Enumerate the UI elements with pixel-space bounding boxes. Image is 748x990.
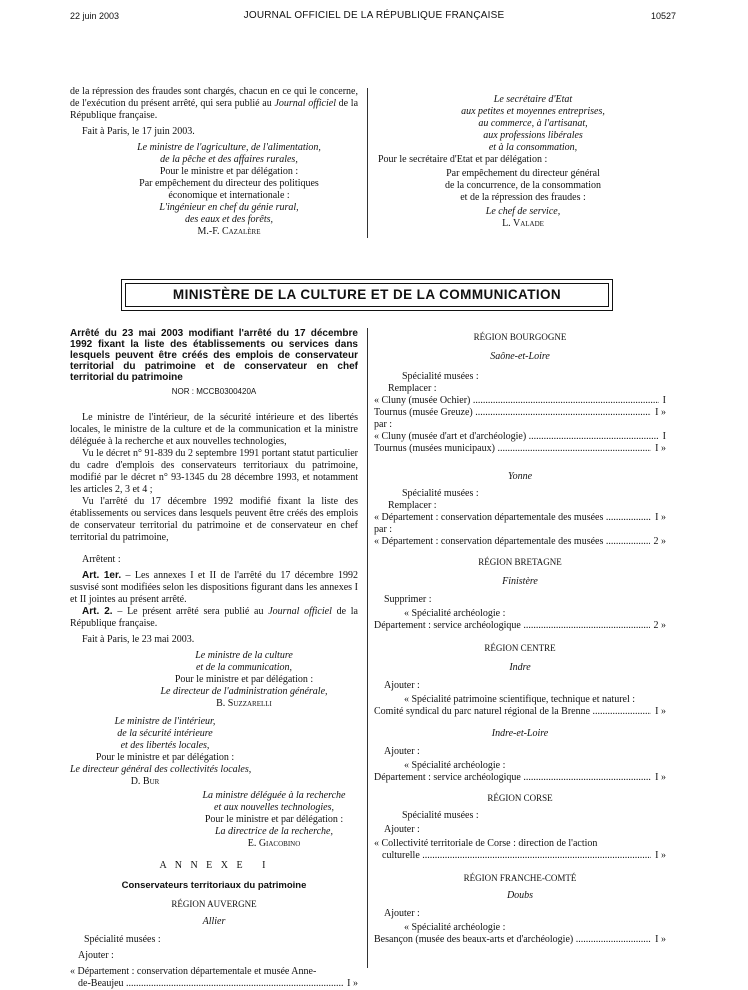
entry-line: « Cluny (musée d'art et d'archéologie) ..... I <box>374 431 666 443</box>
article-1: Art. 1er. – Les annexes I et II de l'arrêté du 17 décembre 1992 susvisé sont modifiées selon les dispositions figurant dans les annexes I et II jointes au présent arrêté. <box>70 570 358 605</box>
par: par : <box>374 419 393 430</box>
header-date: 22 juin 2003 <box>70 11 120 21</box>
region-heading: RÉGION BRETAGNE <box>478 557 562 567</box>
vu-arrete: Vu l'arrêté du 17 décembre 1992 modifié fixant la liste des établissements ou services dans lesquels peuvent être créés des emplois de conservateur territorial du patrimoine et de conservateur en chef territorial du patrimoine, <box>70 496 358 543</box>
signature-line: et aux nouvelles technologies, <box>214 802 334 813</box>
ajouter: Ajouter : <box>384 680 420 691</box>
arretent: Arrêtent : <box>82 554 121 565</box>
signature-line: Le secrétaire d'Etat <box>493 94 573 105</box>
ajouter: Ajouter : <box>384 908 420 919</box>
empechement-line: de la concurrence, de la consommation <box>444 180 602 191</box>
entry-line: culturelle ..... I » <box>374 850 666 862</box>
empechement-line: et de la répression des fraudes : <box>460 192 586 203</box>
directeur-line: Le directeur général des collectivités locales, <box>70 764 252 775</box>
department-heading: Allier <box>202 916 226 927</box>
entry-line: de-Beaujeu ..... I » <box>70 978 358 990</box>
speciality: Spécialité musées : <box>402 810 479 821</box>
par: par : <box>374 524 393 535</box>
fait-a-paris: Fait à Paris, le 23 mai 2003. <box>82 634 195 645</box>
signature-block <box>70 142 358 226</box>
nor-reference: NOR : MCCB0300420A <box>171 387 257 396</box>
entry-group <box>374 431 666 455</box>
signature-line: des eaux et des forêts, <box>184 214 274 225</box>
closing-paragraph: de la répression des fraudes sont chargés, chacun en ce qui le concerne, de l'exécution du présent arrêté, qui sera publié au Journal officiel de la République française. <box>70 86 359 121</box>
department-heading: Doubs <box>506 890 534 901</box>
pour-line: Pour le ministre et par délégation : <box>95 752 235 763</box>
annexe-right-column <box>374 331 666 946</box>
entry-line: « Département : conservation départementale des musées ..... 2 » <box>374 536 666 548</box>
signature-block <box>378 94 668 154</box>
signature-line: aux petites et moyennes entreprises, <box>461 106 605 117</box>
vu-decret: Vu le décret n° 91-839 du 2 septembre 1991 portant statut particulier du cadre d'emplois des conservateurs territoriaux du patrimoine, modifié par le décret n° 93-1345 du 28 décembre 1993, et notamment les articles 2, 3 et 4 ; <box>70 448 358 495</box>
header-title: JOURNAL OFFICIEL DE LA RÉPUBLIQUE FRANÇAISE <box>243 10 505 21</box>
signature-line: Pour le ministre et par délégation : <box>159 166 299 177</box>
region-heading: RÉGION BOURGOGNE <box>473 332 567 342</box>
region-heading: RÉGION AUVERGNE <box>171 899 257 909</box>
signature-line: économique et internationale : <box>168 190 290 201</box>
signatory-name: D. Bur <box>130 776 160 787</box>
chef-line: Le chef de service, <box>485 206 561 217</box>
signature-line: et de la communication, <box>195 662 293 673</box>
entry-group <box>374 395 666 419</box>
entry-line: Département : service archéologique ..... 2 » <box>374 620 666 632</box>
fait-a-paris: Fait à Paris, le 17 juin 2003. <box>82 126 195 137</box>
speciality: « Spécialité archéologie : <box>404 760 506 771</box>
preamble: Le ministre de l'intérieur, de la sécurité intérieure et des libertés locales, le ministre de la culture et de la communication et la ministre déléguée à la recherche et aux nouvelles technologies, <box>70 412 358 447</box>
signatory-name: E. Giacobino <box>247 838 301 849</box>
signature-line: La directrice de la recherche, <box>214 826 333 837</box>
remplacer: Remplacer : <box>388 383 437 394</box>
column-divider <box>367 328 368 968</box>
entry-line: « Département : conservation départementale et musée Anne- <box>70 966 317 977</box>
annexe-subtitle: Conservateurs territoriaux du patrimoine <box>121 880 307 891</box>
signature-line: et des libertés locales, <box>120 740 210 751</box>
speciality: Spécialité musées : <box>84 934 161 945</box>
speciality: Spécialité musées : <box>402 488 479 499</box>
department-heading: Indre-et-Loire <box>491 728 549 739</box>
article-2: Art. 2. – Le présent arrêté sera publié au Journal officiel de la République française. <box>70 606 358 629</box>
signature-line: et à la consommation, <box>488 142 578 153</box>
entry-line: « Collectivité territoriale de Corse : direction de l'action <box>374 838 598 849</box>
signature-line: Le ministre de l'agriculture, de l'alimentation, <box>137 142 321 153</box>
pour-line: Pour le secrétaire d'Etat et par délégation : <box>378 154 548 165</box>
entry-line: Tournus (musée Greuze) ..... I » <box>374 407 666 419</box>
ajouter: Ajouter : <box>384 824 420 835</box>
signatory-name: M.-F. Cazalère <box>197 226 261 237</box>
department-heading: Indre <box>509 662 531 673</box>
signature-line: de la pêche et des affaires rurales, <box>160 154 298 165</box>
entry-line: Département : service archéologique ..... I » <box>374 772 666 784</box>
signatory-name: B. Suzzarelli <box>216 698 272 709</box>
speciality: Spécialité musées : <box>402 371 479 382</box>
signature-line: Le ministre de l'intérieur, <box>114 716 216 727</box>
entry-line: « Cluny (musée Ochier) ..... I <box>374 395 666 407</box>
column-divider <box>367 88 368 238</box>
signature-line: Pour le ministre et par délégation : <box>174 674 314 685</box>
signature-line: de la sécurité intérieure <box>117 728 213 739</box>
annexe-heading: A N N E X E I <box>159 860 269 871</box>
ajouter: Ajouter : <box>384 746 420 757</box>
ministry-banner: MINISTÈRE DE LA CULTURE ET DE LA COMMUNICATION <box>125 283 609 307</box>
region-heading: RÉGION FRANCHE-COMTÉ <box>463 873 577 883</box>
speciality: « Spécialité archéologie : <box>404 608 506 619</box>
entry-line: Tournus (musées municipaux) ..... I » <box>374 443 666 455</box>
entry-line: Comité syndical du parc naturel régional de la Brenne ..... I » <box>374 706 666 718</box>
entry-line: Besançon (musée des beaux-arts et d'archéologie) ..... I » <box>374 934 666 946</box>
region-heading: RÉGION CORSE <box>487 793 553 803</box>
signature-interieur <box>70 716 260 752</box>
speciality: « Spécialité patrimoine scientifique, technique et naturel : <box>404 694 636 705</box>
signature-line: au commerce, à l'artisanat, <box>478 118 588 129</box>
speciality: « Spécialité archéologie : <box>404 922 506 933</box>
page-number: 10527 <box>650 11 676 21</box>
remplacer: Remplacer : <box>388 500 437 511</box>
signature-line: Le directeur de l'administration générale, <box>160 686 328 697</box>
empechement-line: Par empêchement du directeur général <box>446 168 600 179</box>
region-heading: RÉGION CENTRE <box>484 643 556 653</box>
department-heading: Finistère <box>502 576 538 587</box>
arrete-column <box>70 328 358 990</box>
signature-line: Par empêchement du directeur des politiques <box>139 178 319 189</box>
signature-line: L'ingénieur en chef du génie rural, <box>159 202 299 213</box>
signature-line: Le ministre de la culture <box>195 650 293 661</box>
signature-culture <box>70 650 358 698</box>
signature-line: aux professions libérales <box>483 130 583 141</box>
arrete-title: Arrêté du 23 mai 2003 modifiant l'arrêté du 17 décembre 1992 fixant la liste des établissements ou services dans lesquels peuvent être créés des emplois de conservateur territorial du patrimoine et de conservateur en chef territorial du patrimoine <box>70 328 358 383</box>
signatory-name: L. Valade <box>502 218 544 229</box>
empechement-block <box>378 168 668 204</box>
supprimer: Supprimer : <box>384 594 432 605</box>
department-heading: Yonne <box>507 471 533 482</box>
top-right-block <box>378 94 668 230</box>
signature-line: Pour le ministre et par délégation : <box>204 814 344 825</box>
entry-line: « Département : conservation départementale des musées ..... I » <box>374 512 666 524</box>
ajouter: Ajouter : <box>78 950 114 961</box>
department-heading: Saône-et-Loire <box>490 351 550 362</box>
signature-recherche <box>70 790 358 838</box>
top-left-block <box>70 86 358 238</box>
signature-line: La ministre déléguée à la recherche <box>202 790 346 801</box>
